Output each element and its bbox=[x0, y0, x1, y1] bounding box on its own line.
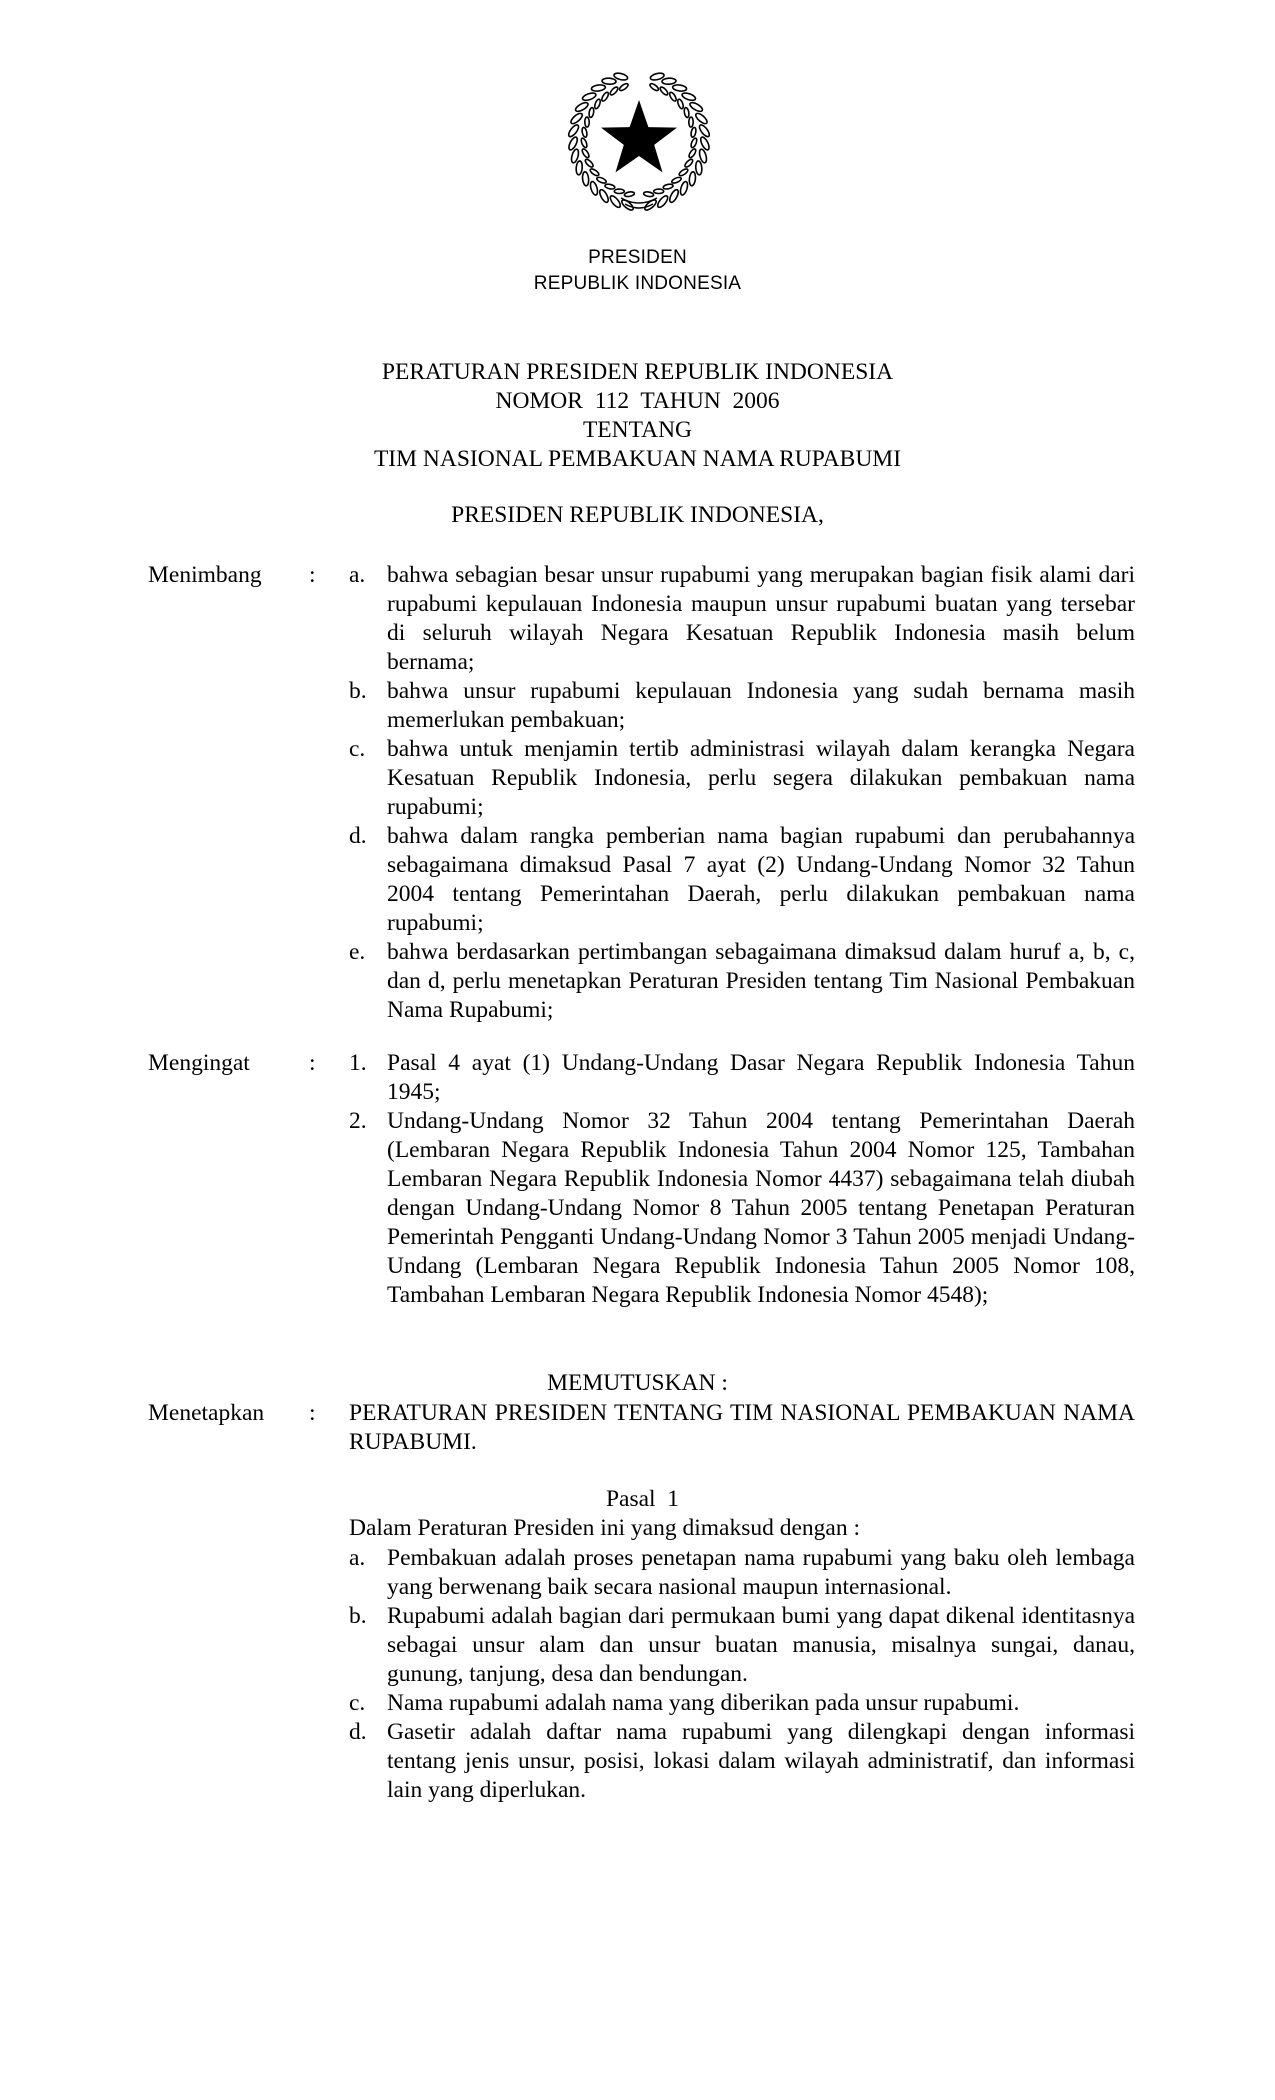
list-item bbox=[349, 561, 1135, 677]
item-text: Undang-Undang Nomor 32 Tahun 2004 tentang Pemerintahan Daerah (Lembaran Negara Republik Indonesia Tahun 2004 Nomor 125, Tambahan Lembaran Negara Republik Indonesia Nomor 4437) sebagaimana telah diubah dengan Undang-Undang Nomor 8 Tahun 2005 tentang Penetapan Peraturan Pemerintah Pengganti Undang-Undang Nomor 3 Tahun 2005 menjadi Undang-Undang (Lembaran Negara Republik Indonesia Tahun 2005 Nomor 108, Tambahan Lembaran Negara Republik Indonesia Nomor 4548); bbox=[387, 1108, 1135, 1308]
item-text: Pembakuan adalah proses penetapan nama rupabumi yang baku oleh lembaga yang berwenang baik secara nasional maupun internasional. bbox=[387, 1545, 1135, 1600]
list-item bbox=[349, 1544, 1135, 1602]
title-line-4: TIM NASIONAL PEMBAKUAN NAMA RUPABUMI bbox=[373, 446, 902, 472]
menimbang-label: Menimbang bbox=[148, 562, 262, 588]
item-marker: 2. bbox=[349, 1108, 367, 1134]
item-text: Gasetir adalah daftar nama rupabumi yang dilengkapi dengan informasi tentang jenis unsur, posisi, lokasi dalam wilayah administratif, dan informasi lain yang diperlukan. bbox=[387, 1719, 1135, 1803]
mengingat-label: Mengingat bbox=[148, 1050, 250, 1076]
menetapkan-text: PERATURAN PRESIDEN TENTANG TIM NASIONAL PEMBAKUAN NAMA RUPABUMI. bbox=[349, 1400, 1135, 1455]
document-title bbox=[0, 358, 1275, 474]
item-text: Rupabumi adalah bagian dari permukaan bumi yang dapat dikenal identitasnya sebagai unsur alam dan unsur buatan manusia, misalnya sungai, danau, gunung, tanjung, desa dan bendungan. bbox=[387, 1603, 1135, 1687]
preamble: PRESIDEN REPUBLIK INDONESIA, bbox=[451, 502, 824, 528]
item-marker: a. bbox=[349, 562, 366, 588]
pasal-1-heading: Pasal 1 bbox=[605, 1486, 680, 1512]
item-text: bahwa unsur rupabumi kepulauan Indonesia yang sudah bernama masih memerlukan pembakuan; bbox=[387, 678, 1135, 733]
list-item bbox=[349, 1107, 1135, 1310]
list-item bbox=[349, 1689, 1135, 1718]
item-marker: 1. bbox=[349, 1050, 367, 1076]
header-country: REPUBLIK INDONESIA bbox=[533, 273, 742, 294]
list-item bbox=[349, 677, 1135, 735]
item-marker: b. bbox=[349, 678, 367, 704]
menimbang-colon: : bbox=[309, 562, 316, 588]
item-marker: d. bbox=[349, 823, 367, 849]
list-item bbox=[349, 1049, 1135, 1107]
menimbang-list bbox=[349, 561, 1135, 1025]
item-text: bahwa untuk menjamin tertib administrasi wilayah dalam kerangka Negara Kesatuan Republik Indonesia, perlu segera dilakukan pembakuan nama rupabumi; bbox=[387, 736, 1135, 820]
item-marker: d. bbox=[349, 1719, 367, 1745]
item-text: bahwa berdasarkan pertimbangan sebagaimana dimaksud dalam huruf a, b, c, dan d, perlu menetapkan Peraturan Presiden tentang Tim Nasional Pembakuan Nama Rupabumi; bbox=[387, 939, 1135, 1023]
pasal-1-intro: Dalam Peraturan Presiden ini yang dimaksud dengan : bbox=[349, 1515, 860, 1541]
item-marker: e. bbox=[349, 939, 366, 965]
item-text: Nama rupabumi adalah nama yang diberikan pada unsur rupabumi. bbox=[387, 1690, 1020, 1716]
list-item bbox=[349, 1718, 1135, 1805]
menetapkan-label: Menetapkan bbox=[148, 1400, 265, 1426]
menetapkan-colon: : bbox=[309, 1400, 316, 1426]
header-office: PRESIDEN bbox=[588, 247, 687, 268]
memutuskan-heading: MEMUTUSKAN : bbox=[547, 1370, 728, 1396]
item-text: bahwa dalam rangka pemberian nama bagian rupabumi dan perubahannya sebagaimana dimaksud Pasal 7 ayat (2) Undang-Undang Nomor 32 Tahun 2004 tentang Pemerintahan Daerah, perlu dilakukan pembakuan nama rupabumi; bbox=[387, 823, 1135, 936]
pasal-1-list bbox=[349, 1544, 1135, 1805]
list-item bbox=[349, 1602, 1135, 1689]
title-line-1: PERATURAN PRESIDEN REPUBLIK INDONESIA bbox=[381, 359, 894, 385]
title-line-2: NOMOR 112 TAHUN 2006 bbox=[495, 388, 780, 414]
item-marker: c. bbox=[349, 736, 366, 762]
item-text: bahwa sebagian besar unsur rupabumi yang merupakan bagian fisik alami dari rupabumi kepulauan Indonesia maupun unsur rupabumi buatan yang tersebar di seluruh wilayah Negara Kesatuan Republik Indonesia masih belum bernama; bbox=[387, 562, 1135, 675]
mengingat-colon: : bbox=[309, 1050, 316, 1076]
list-item bbox=[349, 938, 1135, 1025]
title-line-3: TENTANG bbox=[582, 417, 693, 443]
item-marker: a. bbox=[349, 1545, 366, 1571]
mengingat-list bbox=[349, 1049, 1135, 1310]
list-item bbox=[349, 735, 1135, 822]
item-text: Pasal 4 ayat (1) Undang-Undang Dasar Negara Republik Indonesia Tahun 1945; bbox=[387, 1050, 1135, 1105]
list-item bbox=[349, 822, 1135, 938]
garuda-star-emblem-icon bbox=[559, 58, 719, 218]
item-marker: c. bbox=[349, 1690, 366, 1716]
item-marker: b. bbox=[349, 1603, 367, 1629]
